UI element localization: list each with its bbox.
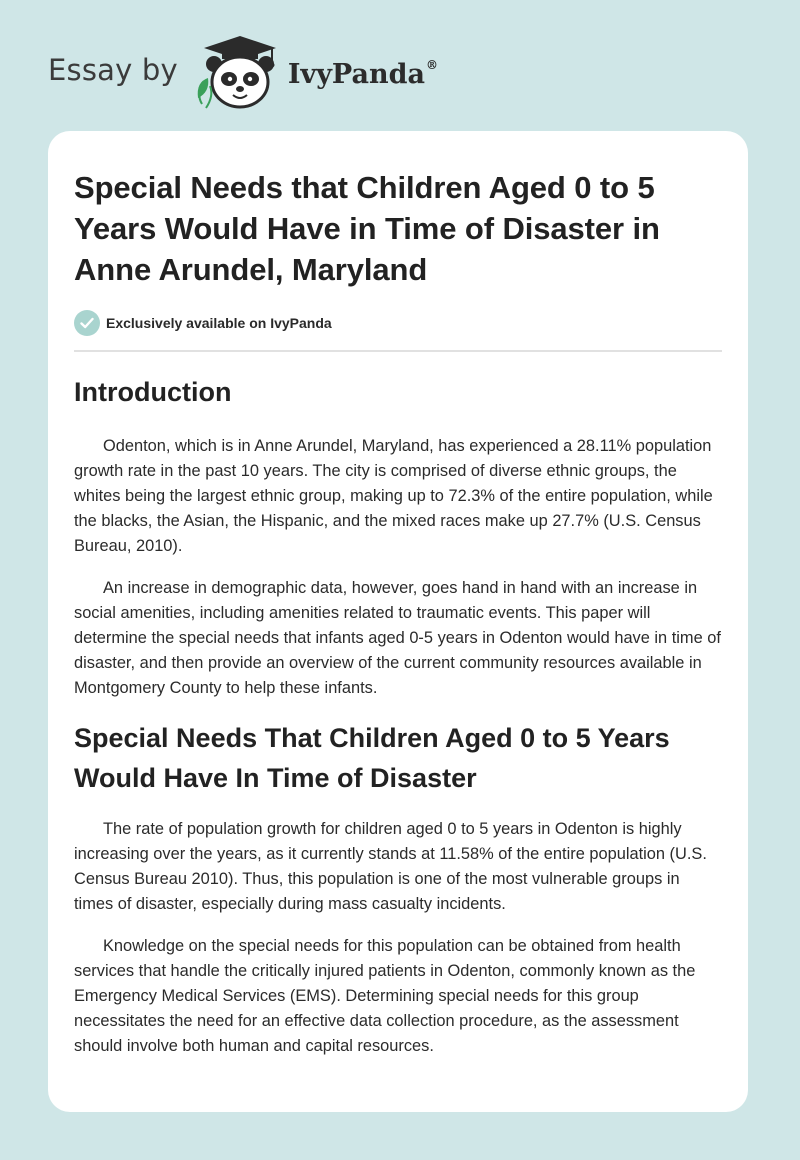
paragraph: The rate of population growth for children aged 0 to 5 years in Odenton is highly increasing over the years, as it currently stands at 11.58% of the entire population (U.S. Census Bureau 2010). Thus, this population is one of the most vulnerable groups in times of disaster, especially during mass casualty incidents. [74,820,707,913]
paragraph: An increase in demographic data, however, goes hand in hand with an increase in social amenities, including amenities related to traumatic events. This paper will determine the special needs that infants aged 0-5 years in Odenton would have in time of disaster, and then provide an overview of the current community resources available in Montgomery County to help these infants. [74,579,721,697]
brand-header[interactable] [48,34,438,110]
exclusive-badge [74,310,722,336]
paragraph: Odenton, which is in Anne Arundel, Maryland, has experienced a 28.11% population growth rate in the past 10 years. The city is comprised of diverse ethnic groups, the whites being the largest ethnic group, making up to 72.3% of the entire population, while the blacks, the Asian, the Hispanic, and the mixed races make up 27.7% (U.S. Census Bureau, 2010). [74,437,713,555]
registered-mark: ® [425,58,438,72]
divider [74,350,722,352]
check-circle-icon [74,310,100,336]
section-heading-introduction: Introduction [74,377,232,407]
paragraph: Knowledge on the special needs for this population can be obtained from health services that handle the critically injured patients in Odenton, commonly known as the Emergency Medical Services (EMS). Determining special needs for this group necessitates the need for an effective data collection procedure, as the assessment should involve both human and capital resources. [74,937,696,1055]
section-heading-special-needs: Special Needs That Children Aged 0 to 5 Years Would Have In Time of Disaster [74,723,670,793]
exclusive-label: Exclusively available on IvyPanda [106,315,332,331]
brand-prefix: Essay by [48,53,178,87]
brand-name: IvyPanda® [287,58,438,90]
article-title: Special Needs that Children Aged 0 to 5 Years Would Have in Time of Disaster in Anne Arundel, Maryland [74,170,660,287]
panda-logo-icon [192,34,282,110]
article-card [48,131,748,1112]
